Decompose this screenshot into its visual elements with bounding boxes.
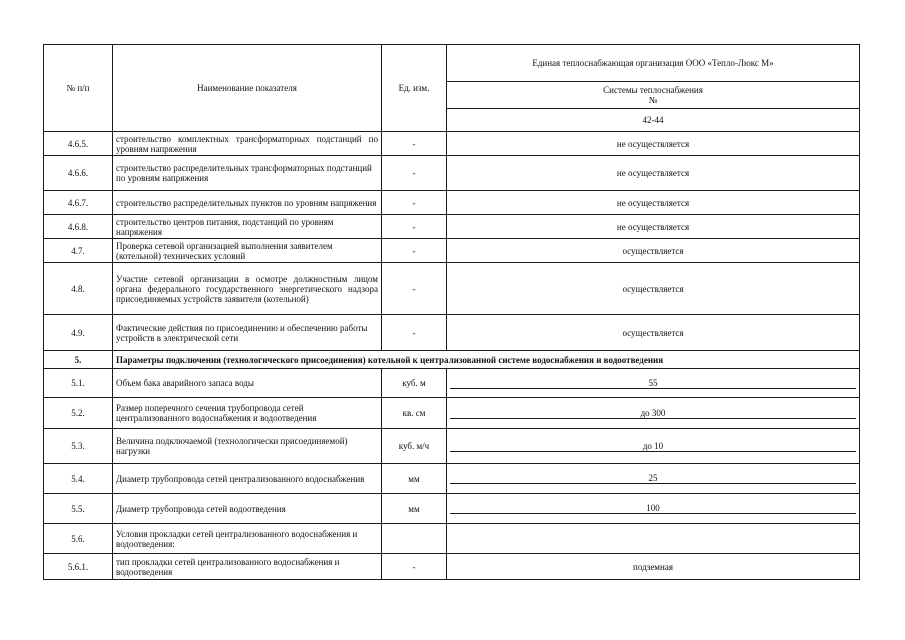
- row-unit: куб. м: [382, 369, 447, 398]
- row-num: 4.6.6.: [44, 156, 113, 191]
- table-row: [44, 464, 860, 494]
- row-unit: -: [382, 215, 447, 239]
- row-num: 4.7.: [44, 239, 113, 263]
- header-systems-range: 42-44: [447, 109, 860, 132]
- header-name-col: Наименование показателя: [113, 45, 382, 132]
- row-value: не осуществляется: [447, 132, 860, 156]
- row-value: [447, 524, 860, 554]
- row-name: тип прокладки сетей централизованного водоснабжения и водоотведения: [113, 554, 382, 580]
- row-value-cell: [447, 429, 860, 464]
- row-name: Величина подключаемой (технологически присоединяемой) нагрузки: [113, 429, 382, 464]
- table-row: [44, 369, 860, 398]
- row-unit: мм: [382, 464, 447, 494]
- header-systems-line2: №: [648, 95, 658, 105]
- table-row: [44, 554, 860, 580]
- table-row: [44, 239, 860, 263]
- row-value-cell: [447, 398, 860, 429]
- row-num: 5.4.: [44, 464, 113, 494]
- row-name: строительство центров питания, подстанций по уровням напряжения: [113, 215, 382, 239]
- row-name: строительство распределительных пунктов по уровням напряжения: [113, 191, 382, 215]
- row-num: 4.6.5.: [44, 132, 113, 156]
- row-value: осуществляется: [447, 263, 860, 315]
- row-num: 5.5.: [44, 494, 113, 524]
- table-row: [44, 429, 860, 464]
- table-row: [44, 494, 860, 524]
- row-unit: -: [382, 132, 447, 156]
- indicators-table: [43, 44, 860, 580]
- table-row: [44, 191, 860, 215]
- row-value: 25: [450, 473, 856, 484]
- row-num: 4.9.: [44, 315, 113, 351]
- row-name: строительство распределительных трансформаторных подстанций по уровням напряжения: [113, 156, 382, 191]
- row-value: 55: [450, 378, 856, 389]
- row-value: не осуществляется: [447, 191, 860, 215]
- table-row: [44, 524, 860, 554]
- row-num: 5.3.: [44, 429, 113, 464]
- row-value: осуществляется: [447, 315, 860, 351]
- row-num: 5.2.: [44, 398, 113, 429]
- table-row: [44, 263, 860, 315]
- row-name: Участие сетевой организации в осмотре должностным лицом органа федерального государственного энергетического надзора присоединяемых устройств заявителя (котельной): [113, 263, 382, 315]
- row-num: 5.1.: [44, 369, 113, 398]
- row-value-cell: [447, 369, 860, 398]
- row-num: 4.6.7.: [44, 191, 113, 215]
- section-5-num: 5.: [44, 351, 113, 369]
- row-num: 4.6.8.: [44, 215, 113, 239]
- row-num: 4.8.: [44, 263, 113, 315]
- row-value-cell: [447, 464, 860, 494]
- header-unit-col: Ед. изм.: [382, 45, 447, 132]
- row-num: 5.6.: [44, 524, 113, 554]
- section-5-row: [44, 351, 860, 369]
- table-row: [44, 215, 860, 239]
- row-name: Фактические действия по присоединению и обеспечению работы устройств в электрической сети: [113, 315, 382, 351]
- row-value: не осуществляется: [447, 156, 860, 191]
- row-unit: -: [382, 239, 447, 263]
- header-systems-line1: Системы теплоснабжения: [603, 85, 703, 95]
- table-row: [44, 315, 860, 351]
- row-name: Диаметр трубопровода сетей централизованного водоснабжения: [113, 464, 382, 494]
- row-unit: -: [382, 191, 447, 215]
- row-name: Диаметр трубопровода сетей водоотведения: [113, 494, 382, 524]
- table-row: [44, 132, 860, 156]
- row-name: Условия прокладки сетей централизованного водоснабжения и водоотведения:: [113, 524, 382, 554]
- row-unit: мм: [382, 494, 447, 524]
- row-value: до 10: [450, 441, 856, 452]
- row-num: 5.6.1.: [44, 554, 113, 580]
- row-value-cell: [447, 494, 860, 524]
- row-name: строительство комплектных трансформаторных подстанций по уровням напряжения: [113, 132, 382, 156]
- row-value: подземная: [447, 554, 860, 580]
- row-value: 100: [450, 503, 856, 514]
- table-row: [44, 156, 860, 191]
- row-name: Размер поперечного сечения трубопровода сетей централизованного водоснабжения и водоотведения: [113, 398, 382, 429]
- row-unit: [382, 524, 447, 554]
- header-num-col: № п/п: [44, 45, 113, 132]
- row-value: не осуществляется: [447, 215, 860, 239]
- table-row: [44, 398, 860, 429]
- row-unit: -: [382, 263, 447, 315]
- row-name: Объем бака аварийного запаса воды: [113, 369, 382, 398]
- row-unit: кв. см: [382, 398, 447, 429]
- section-5-title: Параметры подключения (технологического присоединения) котельной к централизованной системе водоснабжения и водоотведения: [113, 351, 860, 369]
- row-unit: куб. м/ч: [382, 429, 447, 464]
- row-value: осуществляется: [447, 239, 860, 263]
- header-systems: [447, 82, 860, 109]
- row-unit: -: [382, 315, 447, 351]
- row-unit: -: [382, 156, 447, 191]
- row-unit: -: [382, 554, 447, 580]
- row-name: Проверка сетевой организацией выполнения заявителем (котельной) технических условий: [113, 239, 382, 263]
- row-value: до 300: [450, 408, 856, 419]
- header-org: Единая теплоснабжающая организация ООО «Тепло-Люкс М»: [447, 45, 860, 82]
